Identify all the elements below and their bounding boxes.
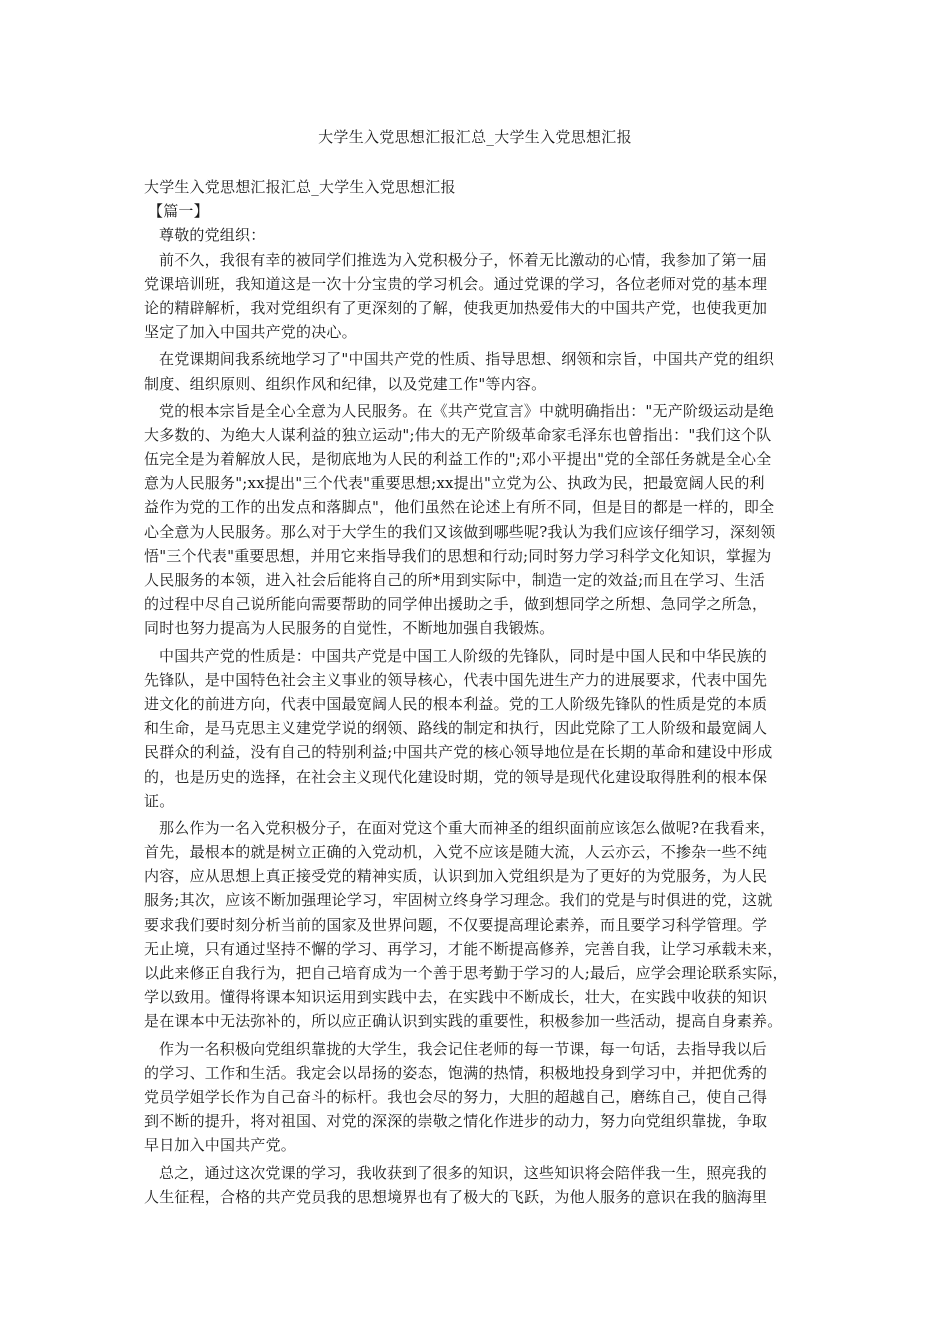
paragraph-line: 前不久，我很有幸的被同学们推选为入党积极分子，怀着无比激动的心情，我参加了第一届 bbox=[159, 250, 768, 269]
paragraph-line: 证。 bbox=[144, 791, 175, 810]
paragraph-line: 作为一名积极向党组织靠拢的大学生，我会记住老师的每一节课，每一句话，去指导我以后 bbox=[159, 1039, 768, 1058]
paragraph-line: 党的根本宗旨是全心全意为人民服务。在《共产党宣言》中就明确指出："无产阶级运动是绝 bbox=[159, 401, 775, 420]
paragraph-line: 在党课期间我系统地学习了"中国共产党的性质、指导思想、纲领和宗旨，中国共产党的组织 bbox=[159, 350, 775, 369]
paragraph-line: 党课培训班，我知道这是一次十分宝贵的学习机会。通过党课的学习，各位老师对党的基本理 bbox=[144, 274, 768, 293]
paragraph-line: 大多数的、为绝大人谋利益的独立运动";伟大的无产阶级革命家毛泽东也曾指出："我们这个队 bbox=[144, 425, 772, 444]
paragraph-line: 心全意为人民服务。那么对于大学生的我们又该做到哪些呢?我认为我们应该仔细学习，深刻领 bbox=[144, 522, 776, 541]
paragraph-line: 人生征程，合格的共产党员我的思想境界也有了极大的飞跃，为他人服务的意识在我的脑海里 bbox=[144, 1187, 768, 1206]
paragraph-line: 的学习、工作和生活。我定会以昂扬的姿态，饱满的热情，积极地投身到学习中，并把优秀的 bbox=[144, 1063, 768, 1082]
paragraph bbox=[144, 816, 810, 1034]
paragraph-line: 以此来修正自我行为，把自己培育成为一个善于思考勤于学习的人;最后，应学会理论联系实际， bbox=[144, 964, 788, 982]
document-heading: 大学生入党思想汇报汇总_大学生入党思想汇报 bbox=[144, 178, 456, 196]
paragraph-line: 民群众的利益，没有自己的特别利益;中国共产党的核心领导地位是在长期的革命和建设中形成 bbox=[144, 743, 773, 762]
paragraph-line: 同时也努力提高为人民服务的自觉性，不断地加强自我锻炼。 bbox=[144, 619, 555, 638]
paragraph-list bbox=[144, 248, 810, 1209]
paragraph-line: 早日加入中国共产党。 bbox=[144, 1136, 297, 1155]
paragraph-line: 首先，最根本的就是树立正确的入党动机，入党不应该是随大流，人云亦云，不掺杂一些不纯 bbox=[144, 843, 768, 862]
paragraph-line: 的过程中尽自己说所能向需要帮助的同学伸出援助之手，做到想同学之所想、急同学之所急， bbox=[144, 595, 768, 614]
paragraph-line: 进文化的前进方向，代表中国最宽阔人民的根本利益。党的工人阶级先锋队的性质是党的本质 bbox=[144, 694, 768, 713]
paragraph bbox=[144, 1037, 810, 1158]
paragraph-line: 制度、组织原则、组织作风和纪律，以及党建工作"等内容。 bbox=[144, 374, 547, 393]
paragraph-line: 人民服务的本领，进入社会后能将自己的所*用到实际中，制造一定的效益;而且在学习、生活 bbox=[144, 571, 765, 589]
paragraph-line: 内容，应从思想上真正接受党的精神实质，认识到加入党组织是为了更好的为党服务，为人民 bbox=[144, 867, 768, 886]
paragraph-line: 学以致用。懂得将课本知识运用到实践中去，在实践中不断成长，壮大，在实践中收获的知识 bbox=[144, 988, 768, 1007]
section-label: 【篇一】 bbox=[148, 202, 209, 221]
paragraph bbox=[144, 644, 810, 813]
paragraph-line: 益作为党的工作的出发点和落脚点"，他们虽然在论述上有所不同，但是目的都是一样的，即全 bbox=[144, 498, 775, 517]
paragraph-line: 要求我们要时刻分析当前的国家及世界问题，不仅要提高理论素养，而且要学习科学管理。学 bbox=[144, 915, 768, 934]
paragraph bbox=[144, 248, 810, 345]
paragraph-line: 总之，通过这次党课的学习，我收获到了很多的知识，这些知识将会陪伴我一生，照亮我的 bbox=[159, 1163, 768, 1182]
paragraph-line: 悟"三个代表"重要思想，并用它来指导我们的思想和行动;同时努力学习科学文化知识，掌握为 bbox=[144, 546, 772, 565]
paragraph-line: 的，也是历史的选择，在社会主义现代化建设时期，党的领导是现代化建设取得胜利的根本保 bbox=[144, 767, 768, 786]
paragraph-line: 是在课本中无法弥补的，所以应正确认识到实践的重要性，积极参加一些活动，提高自身素养。 bbox=[144, 1012, 783, 1031]
document-title: 大学生入党思想汇报汇总_大学生入党思想汇报 bbox=[318, 128, 632, 146]
paragraph bbox=[144, 399, 810, 641]
paragraph-line: 那么作为一名入党积极分子，在面对党这个重大而神圣的组织面前应该怎么做呢?在我看来， bbox=[159, 818, 776, 837]
paragraph-line: 先锋队，是中国特色社会主义事业的领导核心，代表中国先进生产力的进展要求，代表中国先 bbox=[144, 670, 768, 689]
paragraph bbox=[144, 347, 810, 395]
paragraph-line: 和生命，是马克思主义建党学说的纲领、路线的制定和执行，因此党除了工人阶级和最宽阔人 bbox=[144, 719, 768, 738]
paragraph-line: 服务;其次，应该不断加强理论学习，牢固树立终身学习理念。我们的党是与时俱进的党，这就 bbox=[144, 891, 773, 910]
paragraph-line: 意为人民服务";xx提出"三个代表"重要思想;xx提出"立党为公、执政为民，把最宽阔人民的利 bbox=[144, 474, 765, 493]
paragraph-line: 坚定了加入中国共产党的决心。 bbox=[144, 323, 357, 342]
salutation: 尊敬的党组织： bbox=[159, 226, 266, 245]
paragraph bbox=[144, 1161, 810, 1209]
paragraph-line: 到不断的提升，将对祖国、对党的深深的崇敬之情化作进步的动力，努力向党组织靠拢，争取 bbox=[144, 1112, 768, 1131]
paragraph-line: 伍完全是为着解放人民，是彻底地为人民的利益工作的";邓小平提出"党的全部任务就是全心全 bbox=[144, 450, 772, 469]
paragraph-line: 中国共产党的性质是：中国共产党是中国工人阶级的先锋队，同时是中国人民和中华民族的 bbox=[159, 646, 768, 665]
paragraph-line: 论的精辟解析，我对党组织有了更深刻的了解，使我更加热爱伟大的中国共产党，也使我更加 bbox=[144, 298, 768, 317]
document-body bbox=[144, 175, 810, 1212]
paragraph-line: 党员学姐学长作为自己奋斗的标杆。我也会尽的努力，大胆的超越自己，磨练自己，使自己得 bbox=[144, 1087, 768, 1106]
paragraph-line: 无止境，只有通过坚持不懈的学习、再学习，才能不断提高修养，完善自我，让学习承载未来， bbox=[144, 939, 783, 958]
